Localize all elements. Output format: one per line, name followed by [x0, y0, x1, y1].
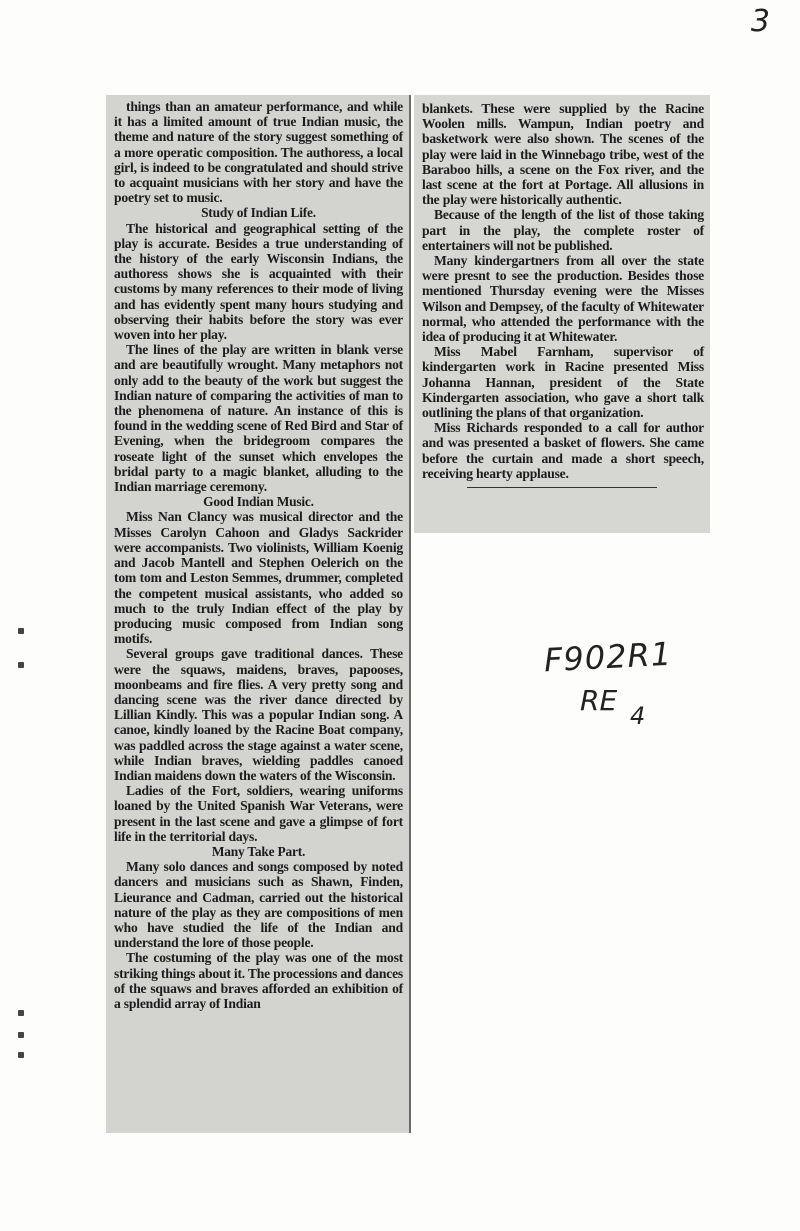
article-paragraph: The costuming of the play was one of the most striking things about it. The processions and dances of the squaws and braves afforded an exhibition of a splendid array of Indian — [114, 950, 403, 1011]
margin-mark — [18, 628, 24, 634]
article-paragraph: Miss Nan Clancy was musical director and the Misses Carolyn Cahoon and Gladys Sackrider were accompanists. Two violinists, William Koenig and Jacob Mantell and Stephen Oelerich on the tom tom and Leston Semmes, drummer, completed the competent musical assistants, who added so much to the truly Indian effect of the play by producing music composed from Indian song motifs. — [114, 509, 403, 647]
margin-mark — [18, 1032, 24, 1038]
article-paragraph: Miss Richards responded to a call for author and was presented a basket of flowers. She came before the curtain and made a short speech, receiving hearty applause. — [422, 420, 704, 481]
article-paragraph: Many solo dances and songs composed by noted dancers and musicians such as Shawn, Finden, Lieurance and Cadman, carried out the historical nature of the play as they are compositions of men who have studied the life of the Indian and understand the lore of those people. — [114, 859, 403, 951]
handwritten-re: RE — [580, 684, 618, 717]
article-paragraph: The historical and geographical setting of the play is accurate. Besides a true understanding of the history of the early Wisconsin Indians, the authoress shows she is acquainted with their customs by many references to their mode of living and has evidently spent many hours studying and observing their habits before the story was ever woven into her play. — [114, 220, 403, 343]
newspaper-clipping — [106, 95, 710, 1135]
section-heading: Many Take Part. — [211, 843, 306, 859]
end-rule — [467, 487, 657, 488]
article-paragraph: things than an amateur performance, and while it has a limited amount of true Indian music, the theme and nature of the story suggest something of a more operatic composition. The authoress, a local girl, is indeed to be congratulated and should strive to acquaint musicians with her story and have the poetry set to music. — [114, 99, 403, 206]
section-heading: Good Indian Music. — [203, 494, 314, 510]
margin-mark — [18, 1010, 24, 1016]
handwritten-code: F902R1 — [543, 634, 673, 680]
article-paragraph: blankets. These were supplied by the Racine Woolen mills. Wampun, Indian poetry and basketwork were also shown. The scenes of the play were laid in the Winnebago tribe, west of the Baraboo hills, a scene on the Fox river, and the last scene at the fort at Portage. All allusions in the play were historically authentic. — [422, 101, 704, 208]
article-paragraph: Many kindergartners from all over the state were presnt to see the production. Besides those mentioned Thursday evening were the Misses Wilson and Dempsey, of the faculty of Whitewater normal, who attended the performance with the idea of producing it at Whitewater. — [422, 253, 704, 345]
right-column — [414, 95, 710, 533]
margin-mark — [18, 662, 24, 668]
article-paragraph: The lines of the play are written in blank verse and are beautifully wrought. Many metaphors not only add to the beauty of the work but suggest the Indian nature of comparing the activities of man to the phenomena of nature. An instance of this is found in the wedding scene of Red Bird and Star of Evening, when the bridegroom compares the roseate light of the sunset which envelopes the bridal party to a magic blanket, alluding to the Indian marriage ceremony. — [114, 342, 403, 495]
section-heading: Study of Indian Life. — [201, 205, 316, 221]
article-paragraph: Ladies of the Fort, soldiers, wearing uniforms loaned by the United Spanish War Veterans, were present in the last scene and gave a glimpse of fort life in the territorial days. — [114, 783, 403, 844]
article-paragraph: Miss Mabel Farnham, supervisor of kindergarten work in Racine presented Miss Johanna Hannan, president of the State Kindergarten association, who gave a short talk outlining the plans of that organization. — [422, 344, 704, 421]
page-number: 3 — [750, 4, 770, 39]
margin-mark — [18, 1052, 24, 1058]
left-column — [106, 95, 411, 1133]
article-paragraph: Because of the length of the list of those taking part in the play, the complete roster of entertainers will not be published. — [422, 207, 704, 253]
handwritten-number: 4 — [630, 702, 646, 730]
article-paragraph: Several groups gave traditional dances. These were the squaws, maidens, braves, papooses, moonbeams and fire flies. A very pretty song and dancing scene was the river dance directed by Lillian Kindly. This was a popular Indian song. A canoe, kindly loaned by the Racine Boat company, was paddled across the stage against a water scene, while Indian braves, wielding paddles canoed Indian maidens down the waters of the Wisconsin. — [114, 646, 403, 783]
